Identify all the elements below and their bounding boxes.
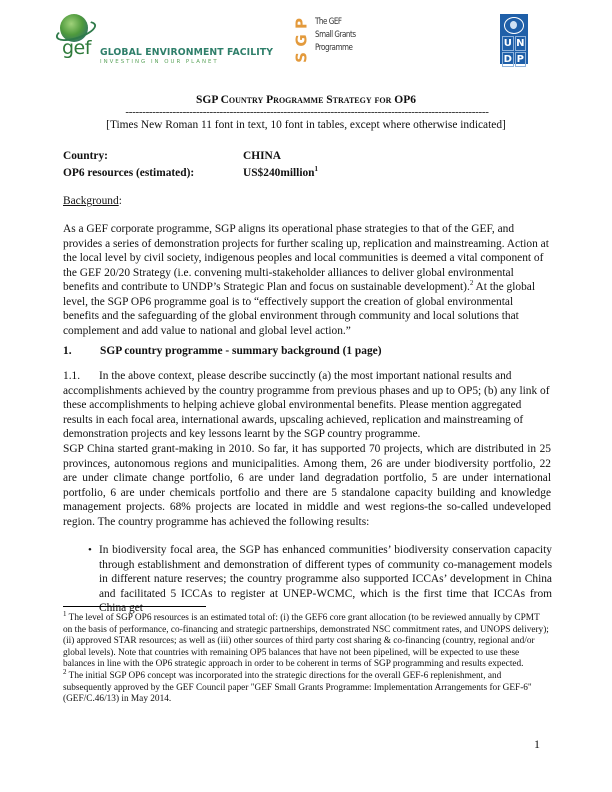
resources-value-wrap bbox=[243, 167, 318, 179]
page-number: 1 bbox=[534, 737, 540, 751]
resources-value: US$240million bbox=[243, 167, 315, 179]
question-text: In the above context, please describe succinctly (a) the most important national results and accomplishments achieved by the country programme from previous phases and up to OP5; (b) any link of these accomplishments to helping achieve global environmental benefits. Please mention aggregated results in each focal area, international awards, upscaling achieved, replication and mainstreaming of demonstration projects and key lessons learnt by the SGP country programme. bbox=[63, 370, 550, 440]
sgp-logo-line: Programme bbox=[315, 43, 353, 53]
gef-logo-mark: gef bbox=[62, 37, 91, 59]
section-number: 1. bbox=[63, 345, 72, 357]
document-title bbox=[0, 94, 612, 106]
sgp-letter: S bbox=[292, 52, 311, 63]
footnote-text: The level of SGP OP6 resources is an estimated total of: (i) the GEF6 core grant allocation (to be reviewed annually by CPMT on the basis of performance, co-financing and strategic partnerships, demonstrated NSC commitment rates, and UNOPS delivery); (ii) approved STAR resources; as well as (iii) other sources of third party cost sharing & co-financing (country, regional and/or global levels). Note that countries with remaining OP5 balances that have not been pipelined, will be expected to use these balances in line with the OP6 strategic approach in order to be coherent in terms of SGP programming and results expected. bbox=[63, 613, 549, 670]
background-text-2: At the global level, the SGP OP6 programme goal is to “effectively support the creation of global environmental benefits and the safeguarding of the global environment through community and local solutions that complement and add value to national and global level action.” bbox=[63, 281, 536, 337]
sgp-logo-line: The GEF bbox=[315, 17, 342, 27]
title-smallcaps: Country Programme Strategy for bbox=[220, 94, 395, 106]
gef-logo bbox=[58, 14, 274, 65]
footnotes bbox=[63, 609, 551, 706]
section-title: SGP country programme - summary background (1 page) bbox=[100, 345, 382, 357]
question-paragraph bbox=[63, 369, 551, 442]
undp-logo bbox=[500, 14, 528, 64]
sgp-logo-letters bbox=[293, 12, 311, 66]
sgp-letter: P bbox=[292, 18, 311, 29]
footnote-text: The initial SGP OP6 concept was incorporated into the strategic directions for the overall GEF-6 replenishment, and subsequently approved by the GEF Council paper "GEF Small Grants Programme: Implementation Arrangements for GEF-6" (GEF/C.46/13) in May 2014. bbox=[63, 670, 532, 705]
sgp-logo-line: Small Grants bbox=[315, 30, 356, 40]
dashed-divider: ------------------------------------------------------------------------------------------------------------ bbox=[125, 106, 489, 118]
footnote-2 bbox=[63, 667, 551, 706]
background-colon: : bbox=[118, 195, 122, 207]
section-heading bbox=[63, 345, 382, 357]
title-prefix: SGP bbox=[195, 94, 221, 106]
undp-letter: N bbox=[516, 38, 525, 49]
bullet-marker: • bbox=[88, 544, 92, 556]
un-emblem-icon bbox=[504, 17, 524, 34]
country-label: Country: bbox=[63, 150, 108, 162]
background-text-1: As a GEF corporate programme, SGP aligns its operational phase strategies to that of the GEF, and provides a series of demonstration projects for further scaling up, replication and mainstreaming. Action at the local level by civil society, indigenous peoples and local communities is deemed a vital component of the GEF 20/20 Strategy (i.e. convening multi-stakeholder alliances to deliver global environmental benefits and contribute to UNDP’s Strategic Plan and focus on sustainable development). bbox=[63, 223, 549, 293]
font-instruction: [Times New Roman 11 font in text, 10 font in tables, except where otherwise indicated] bbox=[106, 119, 506, 131]
gef-logo-name: GLOBAL ENVIRONMENT FACILITY bbox=[100, 47, 274, 58]
undp-letter: P bbox=[515, 52, 527, 67]
sgp-letter: G bbox=[292, 34, 311, 47]
answer-paragraph: SGP China started grant-making in 2010. So far, it has supported 70 projects, which are distributed in 25 provinces, autonomous regions and municipalities. Among them, 26 are under biodiversity portfolio, 22 are under climate change portfolio, 6 are under land degradation portfolio, 5 are under international portfolio, 6 are under chemicals portfolio and there are 5 standalone capacity building and knowledge management projects. 68% projects are located in middle and west regions-the so-called undeveloped region. The country programme has achieved the following results: bbox=[63, 443, 551, 528]
background-paragraph bbox=[63, 222, 551, 338]
question-number: 1.1. bbox=[63, 370, 81, 382]
footnote-ref-1[interactable]: 1 bbox=[314, 165, 319, 174]
sgp-logo bbox=[293, 12, 373, 66]
footnote-marker: 2 bbox=[63, 667, 67, 676]
country-value: CHINA bbox=[243, 150, 281, 162]
background-heading bbox=[63, 194, 551, 209]
gef-logo-tagline: INVESTING IN OUR PLANET bbox=[100, 59, 219, 65]
bullet-item: In biodiversity focal area, the SGP has enhanced communities’ biodiversity conservation capacity through establishment and demonstration of different types of community co-management models in different nature reserves; the country programme also supported ICCAs’ development in China and facilitated 5 ICCAs to register at UNEP-WCMC, which is the first time that ICCAs from China get bbox=[99, 544, 552, 614]
undp-letter: D bbox=[503, 54, 512, 65]
footnote-1 bbox=[63, 609, 551, 671]
footnote-separator bbox=[63, 606, 206, 607]
footnote-marker: 1 bbox=[63, 609, 67, 618]
resources-label: OP6 resources (estimated): bbox=[63, 167, 195, 179]
sgp-logo-text bbox=[315, 16, 356, 55]
title-suffix: OP6 bbox=[394, 94, 417, 106]
undp-letter: U bbox=[503, 38, 512, 49]
footnote-ref-2[interactable]: 2 bbox=[469, 279, 474, 288]
undp-letters bbox=[502, 36, 526, 67]
background-label: Background bbox=[63, 195, 119, 207]
